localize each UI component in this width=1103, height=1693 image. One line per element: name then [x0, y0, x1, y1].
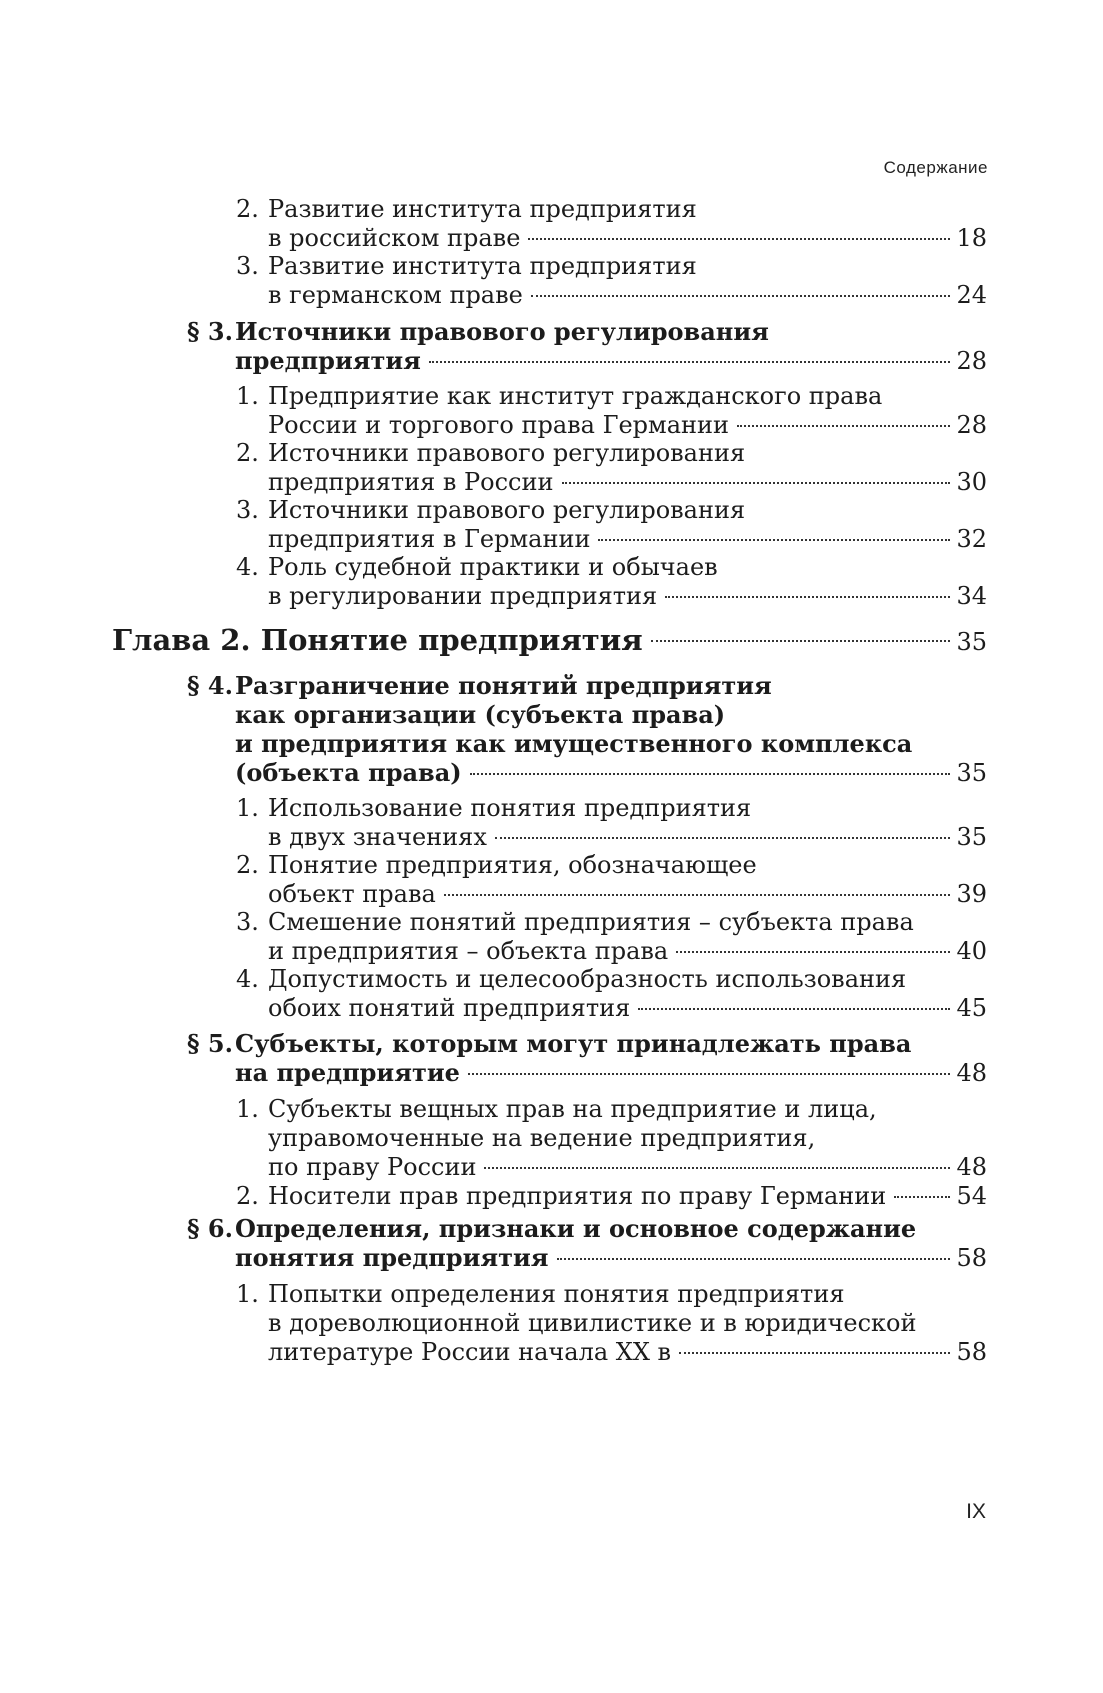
toc-entry-title-text: Носители прав предприятия по праву Германии: [268, 1182, 887, 1210]
toc-entry-number: 4.: [236, 553, 259, 581]
toc-page-number: 58: [956, 1338, 987, 1366]
toc-page-number: 34: [956, 582, 987, 610]
toc-entry-title: управомоченные на ведение предприятия,: [268, 1124, 816, 1152]
toc-entry-line: [268, 1307, 916, 1339]
toc-section-line: [187, 1028, 911, 1060]
toc-entry-number: 2.: [236, 195, 259, 223]
dot-leader: [638, 1007, 950, 1010]
toc-page-number: 18: [956, 224, 987, 252]
toc-entry-title: в российском праве: [268, 224, 521, 252]
dot-leader: [557, 1257, 951, 1260]
toc-section-title: как организации (субъекта права): [235, 700, 726, 729]
toc-entry-title: Субъекты вещных прав на предприятие и лица,: [268, 1095, 877, 1123]
toc-entry-line: [236, 494, 745, 526]
toc-entry-line: [236, 1278, 844, 1310]
toc-entry-number: 3.: [236, 252, 259, 280]
dot-leader: [665, 595, 950, 598]
toc-page-number: 48: [956, 1059, 987, 1087]
toc-entry-number: 3.: [236, 496, 259, 524]
toc-page-number: 54: [956, 1182, 987, 1210]
toc-entry-number: 1.: [236, 1095, 259, 1123]
dot-leader: [528, 237, 950, 240]
toc-page-number: 32: [956, 525, 987, 553]
dot-leader: [651, 639, 951, 642]
toc-page-number: 48: [956, 1153, 987, 1181]
dot-leader: [679, 1351, 950, 1354]
dot-leader: [468, 1072, 951, 1075]
toc-section-number: § 4.: [187, 671, 233, 700]
toc-section-title: (объекта права): [235, 758, 462, 787]
toc-section-number: § 3.: [187, 317, 233, 346]
toc-entry-title: Предприятие как институт гражданского права: [268, 382, 883, 410]
toc-entry-line: [236, 250, 697, 282]
toc-entry-title: и предприятия – объекта права: [268, 937, 669, 965]
toc-entry-title: Понятие предприятия, обозначающее: [268, 851, 757, 879]
toc-page-number: 58: [956, 1244, 987, 1272]
toc-page-number: 30: [956, 468, 987, 496]
toc-section-title: Источники правового регулирования: [235, 317, 769, 346]
toc-entry-title: Роль судебной практики и обычаев: [268, 553, 718, 581]
toc-chapter-line: [112, 620, 987, 660]
toc-entry-line: [236, 437, 745, 469]
toc-entry-number: 3.: [236, 908, 259, 936]
toc-entry-title: Использование понятия предприятия: [268, 794, 752, 822]
toc-entry-title: обоих понятий предприятия: [268, 994, 631, 1022]
toc-entry-line: [236, 380, 882, 412]
toc-section-line: [235, 699, 725, 731]
toc-page-number: 40: [956, 937, 987, 965]
toc-section-title: Разграничение понятий предприятия: [235, 671, 772, 700]
toc-section-number: § 5.: [187, 1029, 233, 1058]
dot-leader: [495, 836, 951, 839]
toc-section-title: предприятия: [235, 346, 421, 375]
dot-leader: [429, 360, 951, 363]
toc-entry-title: в дореволюционной цивилистике и в юридической: [268, 1309, 917, 1337]
toc-section-title: и предприятия как имущественного комплекса: [235, 729, 913, 758]
toc-entry-line: [236, 792, 751, 824]
toc-section-line: [235, 757, 987, 789]
toc-chapter-number: Глава 2.: [112, 623, 251, 657]
toc-entry-number: 2.: [236, 851, 259, 879]
toc-section-title: Определения, признаки и основное содержание: [235, 1214, 917, 1243]
toc-entry-line: [236, 849, 757, 881]
toc-entry-title: предприятия в Германии: [268, 525, 591, 553]
toc-entry-title: Попытки определения понятия предприятия: [268, 1280, 845, 1308]
toc-page-number: 24: [956, 281, 987, 309]
toc-entry-line: [236, 193, 697, 225]
toc-entry-title: Развитие института предприятия: [268, 252, 697, 280]
dot-leader: [894, 1195, 950, 1198]
toc-entry-title: объект права: [268, 880, 436, 908]
toc-entry-number: 1.: [236, 382, 259, 410]
toc-page-number: 39: [956, 880, 987, 908]
toc-entry-number: 1.: [236, 1280, 259, 1308]
toc-entry-line: [268, 1336, 987, 1368]
toc-entry-line: [268, 992, 987, 1024]
toc-entry-line: [268, 279, 987, 311]
running-header: Содержание: [883, 158, 988, 177]
dot-leader: [444, 893, 951, 896]
toc-entry-title: Источники правового регулирования: [268, 439, 746, 467]
dot-leader: [598, 538, 950, 541]
toc-entry-title: в германском праве: [268, 281, 523, 309]
toc-entry-line: [236, 963, 906, 995]
dot-leader: [470, 772, 951, 775]
toc-entry-title: Смешение понятий предприятия – субъекта права: [268, 908, 914, 936]
toc-entry-title: по праву России: [268, 1153, 477, 1181]
toc-section-line: [235, 1057, 987, 1089]
toc-entry-line: [268, 1151, 987, 1183]
toc-page-number: 35: [956, 823, 987, 851]
toc-section-title: на предприятие: [235, 1058, 460, 1087]
toc-entry-title: в двух значениях: [268, 823, 487, 851]
toc-section-line: [235, 728, 912, 760]
toc-section-line: [235, 345, 987, 377]
dot-leader: [484, 1166, 950, 1169]
toc-entry-title: предприятия в России: [268, 468, 554, 496]
toc-chapter-title: [112, 620, 643, 660]
toc-entry-line: [236, 551, 718, 583]
toc-section-number: § 6.: [187, 1214, 233, 1243]
toc-entry-number: 2.: [236, 439, 259, 467]
toc-page-number: 28: [956, 347, 987, 375]
toc-entry-title: Источники правового регулирования: [268, 496, 746, 524]
toc-entry-number: 4.: [236, 965, 259, 993]
toc-entry-number: 2.: [236, 1182, 259, 1210]
page-folio: IX: [966, 1500, 986, 1523]
dot-leader: [737, 424, 950, 427]
dot-leader: [676, 950, 950, 953]
toc-section-title: понятия предприятия: [235, 1243, 549, 1272]
toc-entry-title: Развитие института предприятия: [268, 195, 697, 223]
toc-entry-title: России и торгового права Германии: [268, 411, 729, 439]
toc-entry-line: [236, 1180, 987, 1212]
toc-page-number: 28: [956, 411, 987, 439]
dot-leader: [562, 481, 951, 484]
toc-section-line: [187, 1213, 916, 1245]
toc-entry-line: [236, 906, 914, 938]
toc-page-number: 35: [956, 759, 987, 787]
toc-page-number: 35: [956, 628, 987, 656]
toc-page-number: 45: [956, 994, 987, 1022]
toc-section-line: [187, 316, 769, 348]
toc-entry-line: [268, 580, 987, 612]
toc-entry-number: 1.: [236, 794, 259, 822]
toc-section-line: [187, 670, 772, 702]
toc-section-line: [235, 1242, 987, 1274]
toc-section-title: Субъекты, которым могут принадлежать права: [235, 1029, 912, 1058]
toc-entry-line: [268, 1122, 815, 1154]
toc-entry-title: [236, 1180, 886, 1212]
toc-entry-title: литературе России начала XX в: [268, 1338, 672, 1366]
toc-entry-title: в регулировании предприятия: [268, 582, 658, 610]
toc-entry-title: Допустимость и целесообразность использования: [268, 965, 907, 993]
toc-entry-line: [236, 1093, 877, 1125]
toc-chapter-name: Понятие предприятия: [260, 623, 643, 657]
dot-leader: [531, 294, 951, 297]
